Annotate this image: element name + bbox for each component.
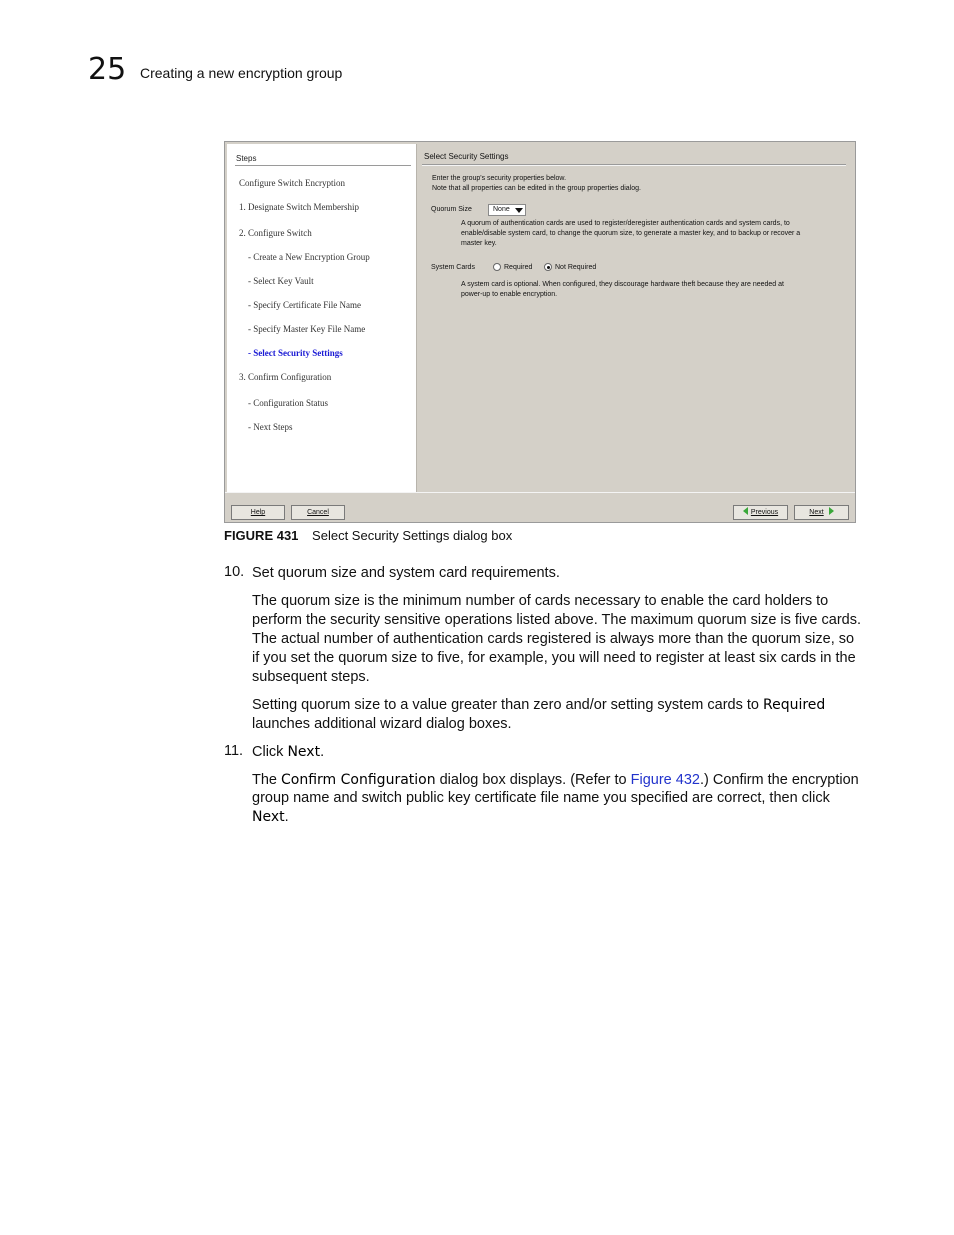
radio-not-required[interactable] <box>544 263 552 271</box>
step-next-steps: - Next Steps <box>248 422 293 432</box>
step-11-para-line-3 <box>252 808 289 827</box>
quorum-desc-line-2: enable/disable system card, to change the quorum size, to generate a master key, and to backup or recover a <box>461 230 801 237</box>
step-11-click: Click <box>252 744 288 760</box>
cancel-button[interactable] <box>291 505 345 520</box>
step-configuration-status: - Configuration Status <box>248 398 328 408</box>
previous-button-label: Previous <box>750 509 779 516</box>
quorum-desc-line-3: master key. <box>461 240 497 247</box>
next-button-label: Next <box>809 509 824 516</box>
figure-432-link[interactable]: Figure 432 <box>630 772 700 788</box>
step-11-text <box>252 743 324 762</box>
radio-required-label: Required <box>504 264 533 271</box>
previous-button[interactable] <box>733 505 788 520</box>
step-11-period: . <box>320 744 325 760</box>
step-10-para2-line-1 <box>252 696 825 715</box>
quorum-size-select[interactable] <box>488 204 526 216</box>
cancel-button-label: Cancel <box>307 509 329 516</box>
step-10-para1-line-3: The actual number of authentication cards registered is always more than the quorum size, so <box>252 631 855 647</box>
radio-not-required-label: Not Required <box>555 264 597 271</box>
step-10-para1-line-4: if you set the quorum size to five, for example, you will need to register at least six cards in the <box>252 650 856 666</box>
step-create-new-encryption-group: - Create a New Encryption Group <box>248 252 370 262</box>
step-11-para-line-2: group name and switch public key certificate file name you specified are correct, then click <box>252 790 830 806</box>
content-pane <box>418 144 855 492</box>
content-title: Select Security Settings <box>424 152 509 161</box>
quorum-size-label: Quorum Size <box>431 206 472 213</box>
step-select-key-vault: - Select Key Vault <box>248 276 314 286</box>
step-11-number: 11. <box>224 743 244 759</box>
step-configure-switch: 2. Configure Switch <box>239 228 312 238</box>
system-cards-label: System Cards <box>431 264 475 271</box>
step-11-para-end: . <box>284 809 289 825</box>
next-term-2: Next <box>252 809 285 825</box>
arrow-left-icon <box>743 507 748 515</box>
next-term: Next <box>287 744 321 760</box>
chapter-number: 25 <box>88 52 127 87</box>
help-button-label: Help <box>250 509 266 516</box>
step-10-para1-line-5: subsequent steps. <box>252 669 370 685</box>
arrow-right-icon <box>829 507 834 515</box>
step-11-para-the: The <box>252 772 282 788</box>
steps-pane <box>227 144 417 492</box>
radio-required[interactable] <box>493 263 501 271</box>
button-bar <box>225 492 855 522</box>
figure-caption-text: Select Security Settings dialog box <box>312 528 513 543</box>
step-select-security-settings: - Select Security Settings <box>248 348 343 358</box>
step-10-para1-line-1: The quorum size is the minimum number of cards necessary to enable the card holders to <box>252 593 829 609</box>
quorum-desc-line-1: A quorum of authentication cards are used to register/deregister authentication cards and system cards, to <box>461 220 790 227</box>
figure-caption <box>224 528 512 543</box>
help-button[interactable] <box>231 505 285 520</box>
figure-label: FIGURE 431 <box>224 528 299 543</box>
step-confirm-configuration: 3. Confirm Configuration <box>239 372 332 382</box>
required-term: Required <box>763 697 826 713</box>
step-10-number: 10. <box>224 564 245 580</box>
steps-header: Steps <box>236 154 257 163</box>
chevron-down-icon <box>515 208 523 213</box>
next-button[interactable] <box>794 505 849 520</box>
intro-line-2: Note that all properties can be edited in the group properties dialog. <box>432 185 641 192</box>
step-11-para-line-1 <box>252 771 859 790</box>
step-specify-master-key-file-name: - Specify Master Key File Name <box>248 324 366 334</box>
quorum-size-value: None <box>493 206 510 213</box>
system-desc-line-2: power-up to enable encryption. <box>461 291 558 298</box>
select-security-settings-dialog <box>224 141 856 523</box>
confirm-configuration-term: Confirm Configuration <box>281 772 436 788</box>
intro-line-1: Enter the group's security properties below. <box>432 175 567 182</box>
chapter-title: Creating a new encryption group <box>140 65 343 81</box>
content-divider-highlight <box>422 165 846 166</box>
step-configure-switch-encryption: Configure Switch Encryption <box>239 178 345 188</box>
step-10-para1-line-2: perform the security sensitive operations listed above. The maximum quorum size is five cards. <box>252 612 861 628</box>
system-desc-line-1: A system card is optional. When configured, they discourage hardware theft because they are needed at <box>461 281 784 288</box>
step-11-para-mid: dialog box displays. (Refer to <box>435 772 631 788</box>
step-11-para-after: .) Confirm the encryption <box>699 772 859 788</box>
step-10-para2-text: Setting quorum size to a value greater than zero and/or setting system cards to <box>252 697 763 713</box>
step-designate-switch-membership: 1. Designate Switch Membership <box>239 202 359 212</box>
step-10-para2-line-2: launches additional wizard dialog boxes. <box>252 716 512 732</box>
step-10-text: Set quorum size and system card requirements. <box>252 565 560 581</box>
step-specify-certificate-file-name: - Specify Certificate File Name <box>248 300 361 310</box>
steps-divider <box>235 165 411 166</box>
